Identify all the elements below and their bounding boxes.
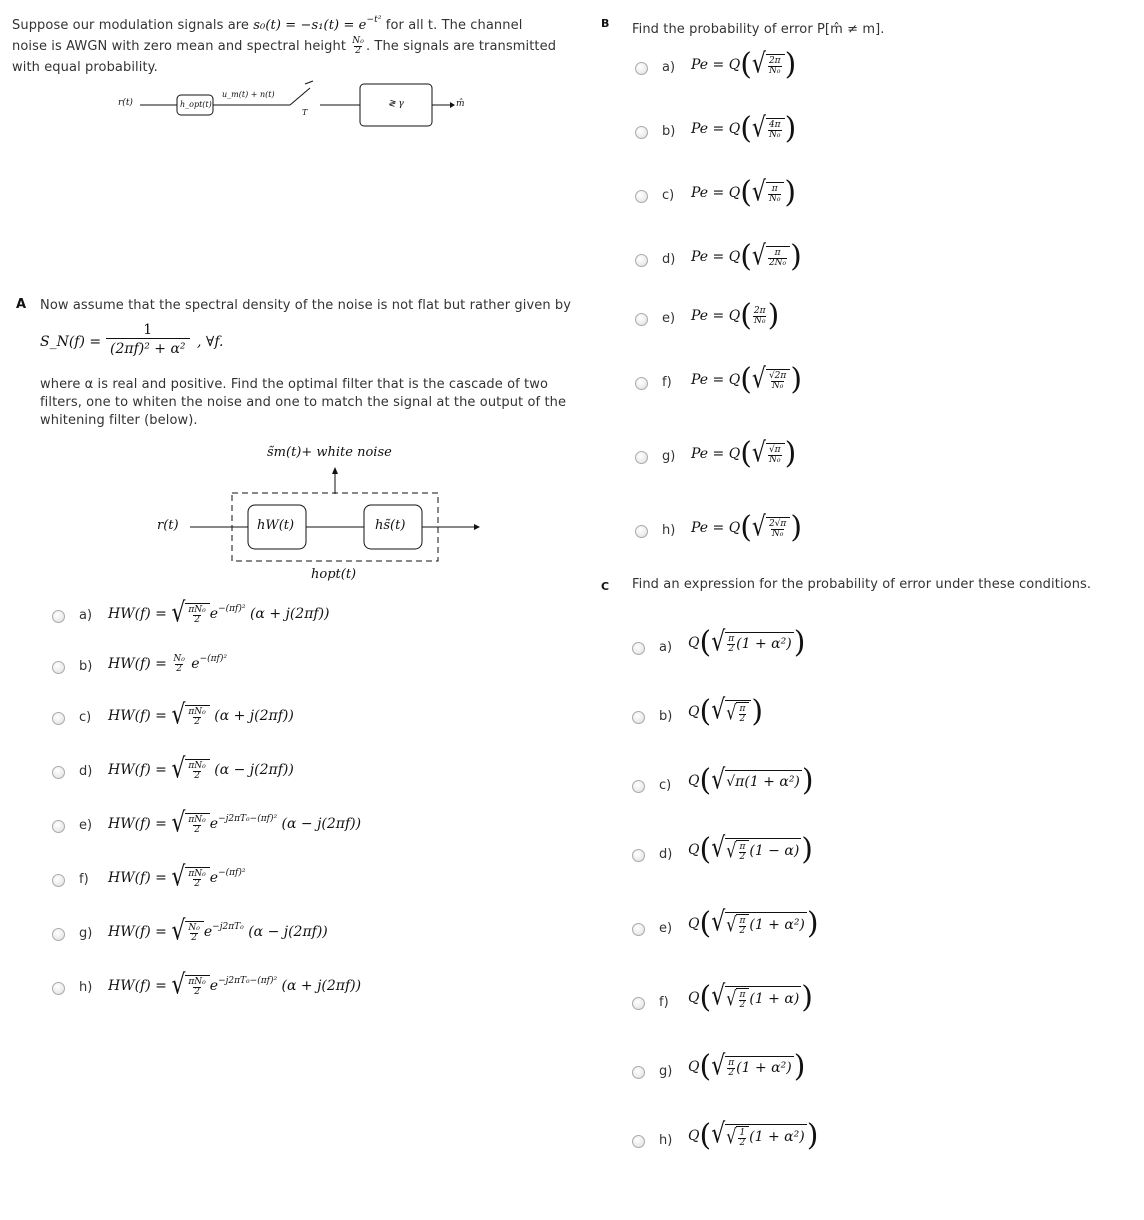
part-b-option-d-letter: d) <box>662 252 676 267</box>
part-c-option-d-letter: d) <box>659 847 673 862</box>
part-a-option-d[interactable]: HW(f) = √ $\frac{\text{πN₀}}{2}$ (α − j(2πf)) <box>108 753 294 785</box>
part-c-option-g-radio[interactable] <box>632 1066 645 1079</box>
part-b-option-c-radio[interactable] <box>635 190 648 203</box>
part-a-option-f-radio[interactable] <box>52 874 65 887</box>
part-a-option-e[interactable]: HW(f) = √ $\frac{\text{πN₀}}{2}$ $e^{-j2\pi T_0-(\pi f)^2}$ (α − j(2πf)) <box>108 807 362 839</box>
intro-line-3: with equal probability. <box>12 60 158 75</box>
part-b-option-a[interactable]: Pe = Q( √ $\frac{2\pi}{\text{N₀}}$ ) <box>691 47 797 82</box>
part-c-option-c-letter: c) <box>659 778 672 793</box>
part-c-option-a[interactable]: Q( √ $\frac{\pi}{2}$ (1 + α²) ) <box>688 625 806 660</box>
part-a-option-a-letter: a) <box>79 608 93 623</box>
sn-post: , ∀f. <box>197 334 224 350</box>
part-b-option-c[interactable]: Pe = Q( √ $\frac{\pi}{\text{N₀}}$ ) <box>691 175 797 210</box>
part-c-option-f-letter: f) <box>659 995 669 1010</box>
part-b-option-d[interactable]: Pe = Q( √ $\frac{\pi}{\text{2N₀}}$ ) <box>691 239 802 274</box>
receiver-diagram <box>110 76 480 136</box>
sn-fraction: 1 (2πf)² + α² <box>106 322 190 357</box>
part-b-option-b-letter: b) <box>662 124 676 139</box>
part-c-option-b-radio[interactable] <box>632 711 645 724</box>
part-b-option-b[interactable]: Pe = Q( √ $\frac{4\pi}{\text{N₀}}$ ) <box>691 111 797 146</box>
part-b-option-g-radio[interactable] <box>635 451 648 464</box>
part-a-option-d-radio[interactable] <box>52 766 65 779</box>
part-a-option-g[interactable]: HW(f) = √ $\frac{\text{N₀}}{2}$ $e^{-j2\pi T_0}$ (α − j(2πf)) <box>108 915 328 947</box>
diagram1-sample: T <box>302 108 308 117</box>
part-b-option-a-radio[interactable] <box>635 62 648 75</box>
hw-block: hW(t) <box>257 518 295 533</box>
part-b-option-a-letter: a) <box>662 60 676 75</box>
diagram1-signal: u_m(t) + n(t) <box>222 90 275 99</box>
part-b-option-f-letter: f) <box>662 375 672 390</box>
diagram1-decision: ≷ γ <box>388 99 404 109</box>
part-c-question: Find an expression for the probability of error under these conditions. <box>632 577 1092 592</box>
whitening-bottom-label: hopt(t) <box>311 567 357 582</box>
part-a-option-g-radio[interactable] <box>52 928 65 941</box>
part-c-option-g[interactable]: Q( √ $\frac{\pi}{2}$ (1 + α²) ) <box>688 1049 806 1084</box>
whitening-input: r(t) <box>157 518 179 533</box>
part-b-option-h-radio[interactable] <box>635 525 648 538</box>
part-a-option-b[interactable]: HW(f) = $\frac{\text{N₀}}{2}$ $e^{-(\pi f)^2}$ <box>108 653 227 674</box>
part-c-option-c[interactable]: Q( √ √π (1 + α²) ) <box>688 763 814 798</box>
part-a-option-h-radio[interactable] <box>52 982 65 995</box>
part-a-option-a[interactable]: HW(f) = √ $\frac{\text{πN₀}}{2}$ $e^{-(\pi f)^2}$ (α + j(2πf)) <box>108 597 330 629</box>
part-a-label: A <box>16 297 27 312</box>
part-a-option-f[interactable]: HW(f) = √ $\frac{\text{πN₀}}{2}$ $e^{-(\pi f)^2}$ <box>108 861 246 893</box>
part-c-option-h[interactable]: Q( √ √ $\frac{1}{2}$ (1 + α²) ) <box>688 1118 819 1153</box>
part-a-option-f-letter: f) <box>79 872 89 887</box>
part-a-option-c-radio[interactable] <box>52 712 65 725</box>
part-c-option-c-radio[interactable] <box>632 780 645 793</box>
part-c-option-a-radio[interactable] <box>632 642 645 655</box>
part-a-option-b-radio[interactable] <box>52 661 65 674</box>
part-c-option-e-radio[interactable] <box>632 923 645 936</box>
part-b-option-g[interactable]: Pe = Q( √ $\frac{√\pi}{\text{N₀}}$ ) <box>691 436 797 471</box>
diagram1-filter: h_opt(t) <box>180 100 212 109</box>
part-c-option-h-radio[interactable] <box>632 1135 645 1148</box>
part-c-option-a-letter: a) <box>659 640 673 655</box>
part-b-option-h-letter: h) <box>662 523 676 538</box>
part-b-option-e[interactable]: Pe = Q( $\frac{2\pi}{\text{N₀}}$ ) <box>691 298 780 333</box>
part-a-option-a-radio[interactable] <box>52 610 65 623</box>
part-b-option-b-radio[interactable] <box>635 126 648 139</box>
part-b-option-e-letter: e) <box>662 311 676 326</box>
part-c-option-f-radio[interactable] <box>632 997 645 1010</box>
part-b-option-g-letter: g) <box>662 449 676 464</box>
part-a-option-h-letter: h) <box>79 980 93 995</box>
part-c-option-e[interactable]: Q( √ √ $\frac{\pi}{2}$ (1 + α²) ) <box>688 906 819 941</box>
part-a-option-h[interactable]: HW(f) = √ $\frac{\text{πN₀}}{2}$ $e^{-j2\pi T_0-(\pi f)^2}$ (α + j(2πf)) <box>108 969 362 1001</box>
part-c-option-b-letter: b) <box>659 709 673 724</box>
part-a-option-g-letter: g) <box>79 926 93 941</box>
diagram1-input: r(t) <box>118 98 133 108</box>
part-b-question: Find the probability of error P[m̂ ≠ m]. <box>632 22 885 37</box>
part-a-option-e-radio[interactable] <box>52 820 65 833</box>
diagram1-output: m̂ <box>456 99 465 109</box>
part-b-label: B <box>601 17 610 30</box>
part-a-option-d-letter: d) <box>79 764 93 779</box>
part-b-option-e-radio[interactable] <box>635 313 648 326</box>
intro-line-1: Suppose our modulation signals are $s_0(t) = -s_1(t) = e^{-t^2}$ for all t. The channel <box>12 15 523 33</box>
part-c-option-f[interactable]: Q( √ √ $\frac{\pi}{2}$ (1 + α) ) <box>688 980 813 1015</box>
part-b-option-h[interactable]: Pe = Q( √ $\frac{2√\pi}{\text{N₀}}$ ) <box>691 510 803 545</box>
part-a-description: where α is real and positive. Find the optimal filter that is the cascade of two filters, one to whiten the noise and one to match the signal at the output of the whitening filter (below). <box>40 377 567 428</box>
whitening-top-label: s̃m(t)+ white noise <box>267 445 392 460</box>
part-b-option-f-radio[interactable] <box>635 377 648 390</box>
part-c-option-h-letter: h) <box>659 1133 673 1148</box>
hs-block: hs̃(t) <box>375 518 406 533</box>
part-c-option-b[interactable]: Q( √ √ $\frac{\pi}{2}$ ) <box>688 694 764 729</box>
part-a-option-b-letter: b) <box>79 659 93 674</box>
part-c-option-d-radio[interactable] <box>632 849 645 862</box>
part-a-question: Now assume that the spectral density of the noise is not flat but rather given by <box>40 298 572 313</box>
part-a-option-c-letter: c) <box>79 710 92 725</box>
part-c-option-e-letter: e) <box>659 921 673 936</box>
part-c-option-d[interactable]: Q( √ √ $\frac{\pi}{2}$ (1 − α) ) <box>688 832 813 867</box>
intro-paragraph <box>12 10 592 78</box>
sn-lhs: S_N(f) = <box>40 334 102 350</box>
part-c-option-g-letter: g) <box>659 1064 673 1079</box>
part-b-option-c-letter: c) <box>662 188 675 203</box>
part-a-option-c[interactable]: HW(f) = √ $\frac{\text{πN₀}}{2}$ (α + j(2πf)) <box>108 699 294 731</box>
part-a-option-e-letter: e) <box>79 818 93 833</box>
part-c-label: C <box>601 580 610 593</box>
intro-line-2: noise is AWGN with zero mean and spectral height $\frac{\text{N₀}}{2}$ . The signals are transmitted <box>12 36 557 56</box>
part-b-option-d-radio[interactable] <box>635 254 648 267</box>
part-b-option-f[interactable]: Pe = Q( √ $\frac{√2\pi}{\text{N₀}}$ ) <box>691 362 803 397</box>
